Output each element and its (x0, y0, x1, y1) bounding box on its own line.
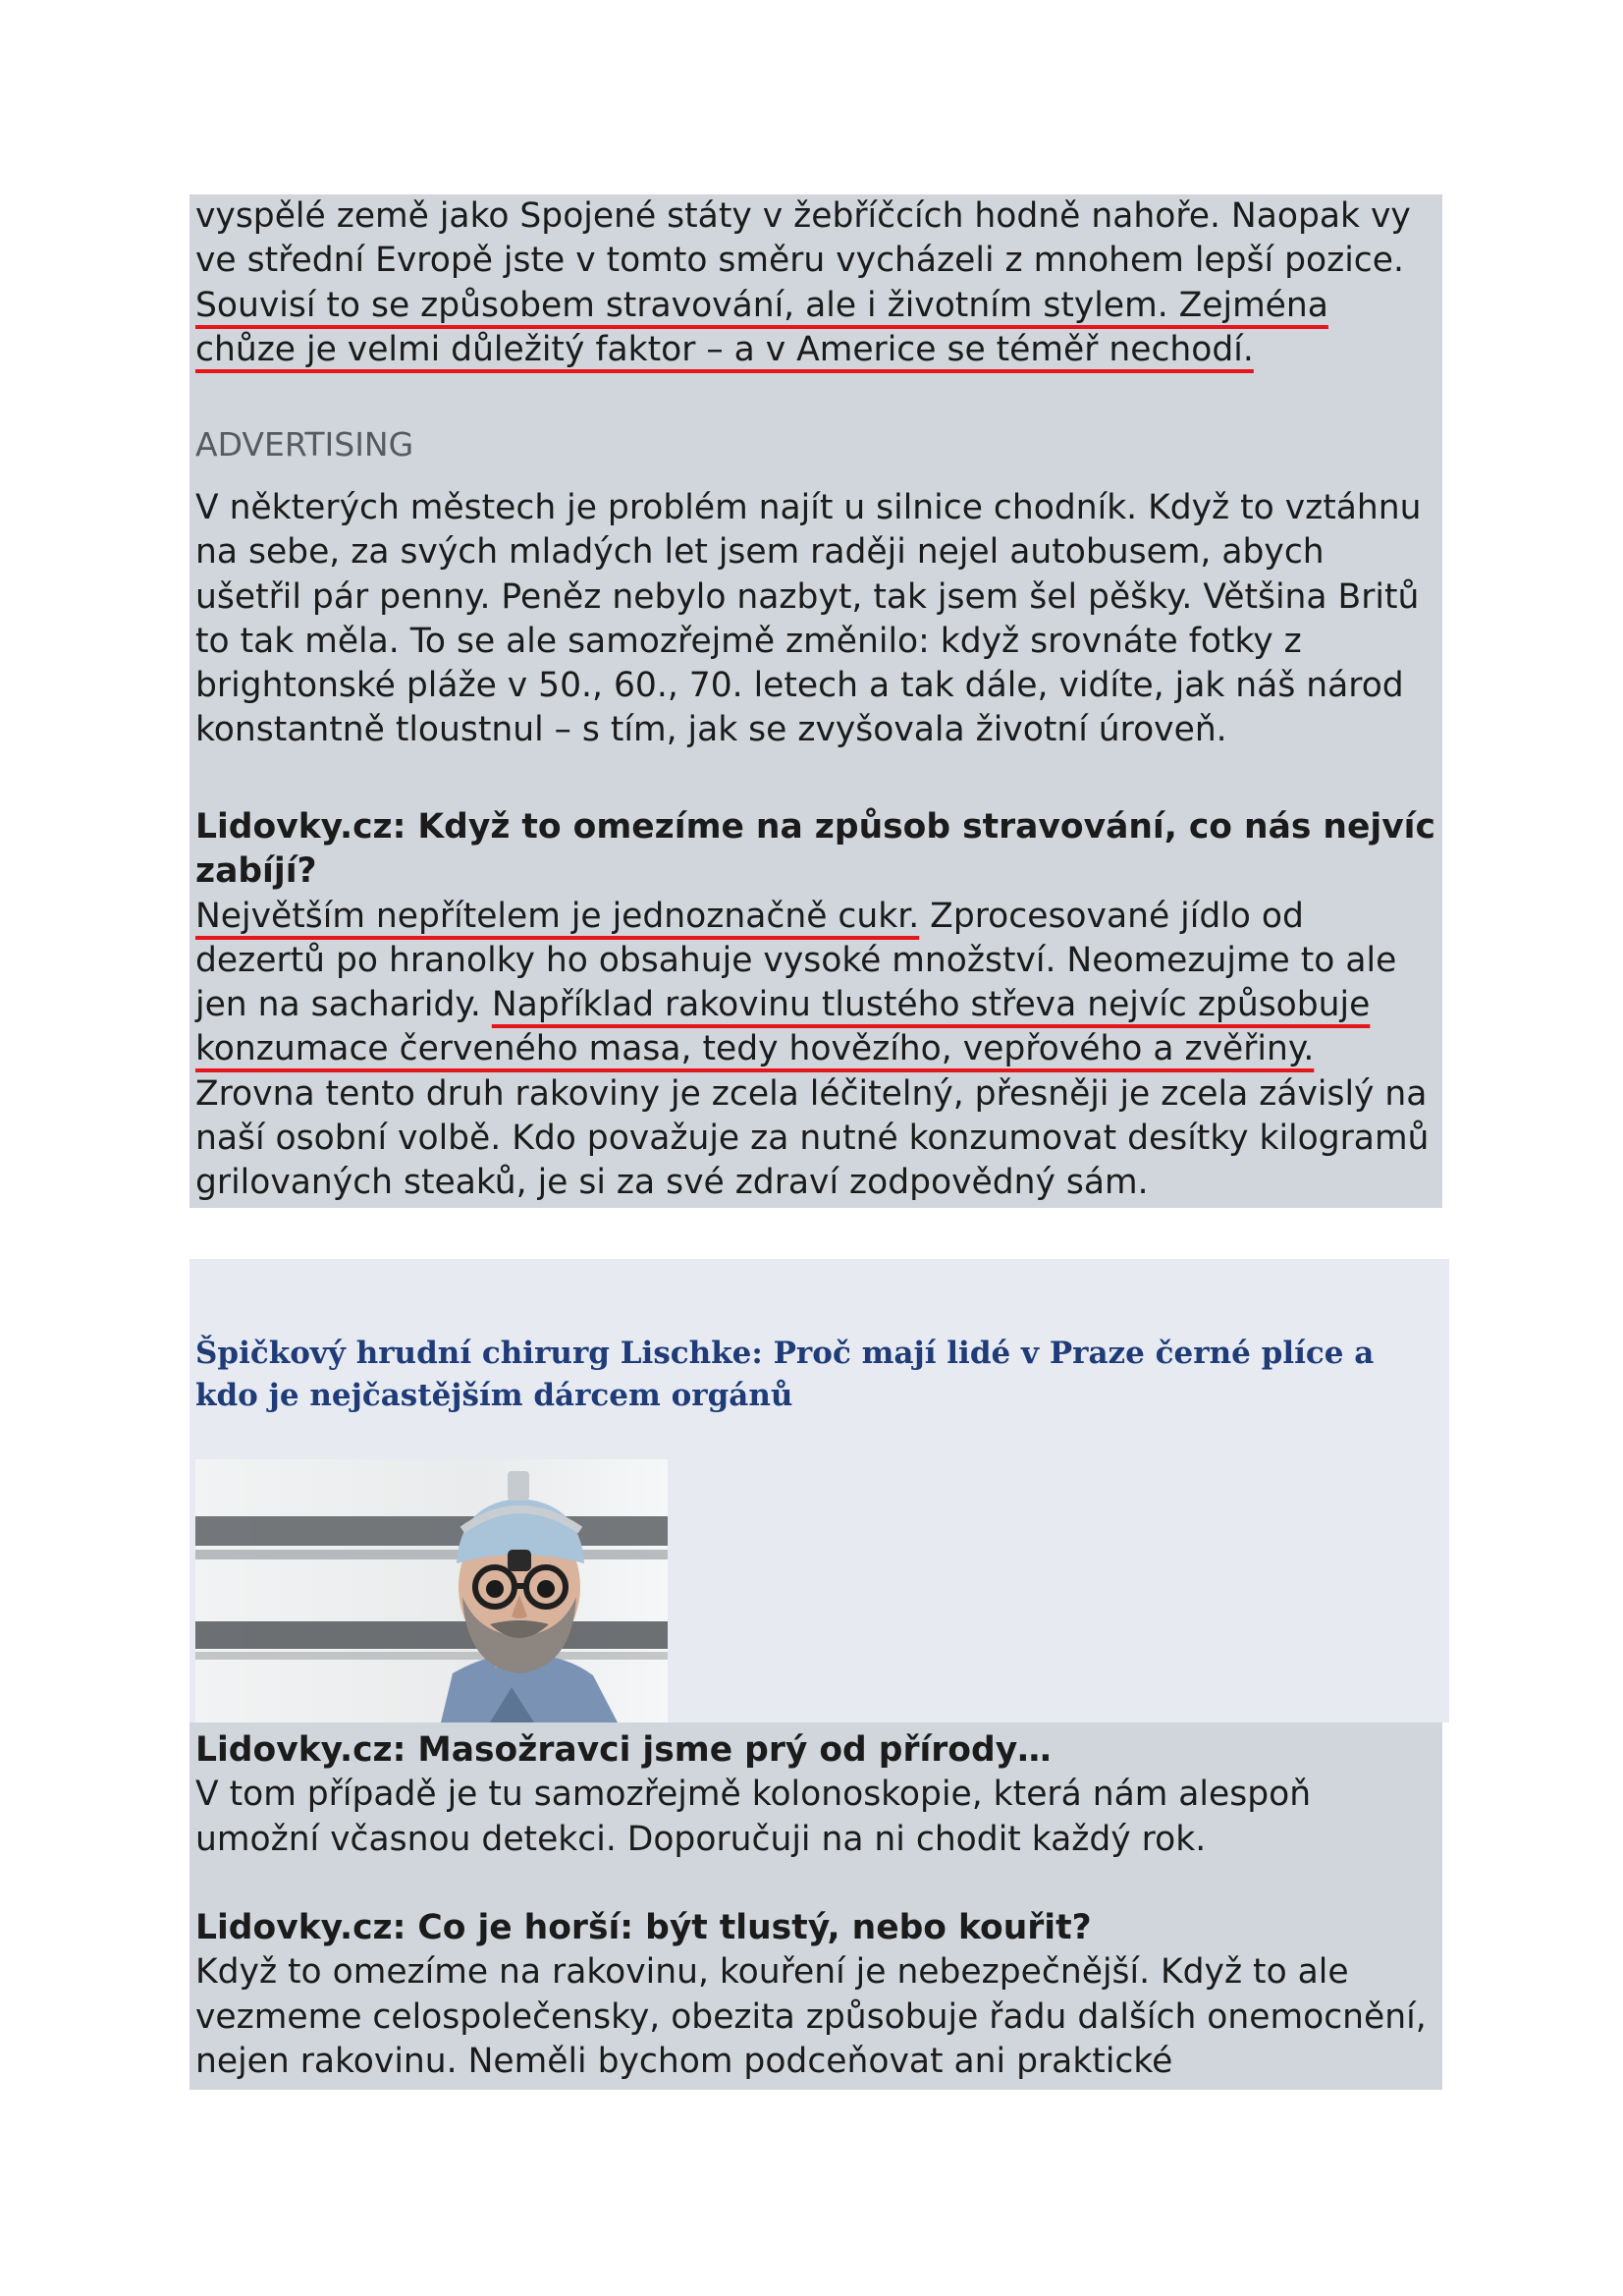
answer-2: V tom případě je tu samozřejmě kolonoskopie, která nám alespoň umožní včasnou detekci. Doporučuji na ni chodit každý rok. (195, 1775, 1312, 1859)
question-3: Lidovky.cz: Co je horší: být tlustý, nebo kouřit? (195, 1908, 1092, 1947)
paragraph-2: V některých městech je problém najít u silnice chodník. Když to vztáhnu na sebe, za svých mladých let jsem raději nejel autobusem, abych ušetřil pár penny. Peněz nebylo nazbyt, tak jsem šel pěšky. Většina Britů to tak měla. To se ale samozřejmě změnilo: když srovnáte fotky z brightonské pláže v 50., 60., 70. letech a tak dále, vidíte, jak náš národ konstantně tloustnul – s tím, jak se zvyšovala životní úroveň. (195, 488, 1422, 750)
highlighted-sentence-lifestyle: Souvisí to se způsobem stravování, ale i životním stylem. Zejména chůze je velmi důležitý faktor – a v Americe se téměř nechodí. (195, 285, 1328, 369)
highlighted-sentence-red-meat: Například rakovinu tlustého střeva nejvíc způsobuje konzumace červeného masa, tedy hovězího, vepřového a zvěřiny. (195, 985, 1371, 1069)
qa-section-1 (195, 805, 1436, 1206)
answer-3: Když to omezíme na rakovinu, kouření je nebezpečnější. Když to ale vezmeme celospolečensky, obezita způsobuje řadu dalších onemocnění, nejen rakovinu. Neměli bychom podceňovat ani praktické (195, 1952, 1427, 2081)
question-1: Lidovky.cz: Když to omezíme na způsob stravování, co nás nejvíc zabíjí? (195, 807, 1435, 892)
paragraph-1-text: vyspělé země jako Spojené státy v žebříčcích hodně nahoře. Naopak vy ve střední Evropě jste v tomto směru vycházeli z mnohem lepší pozice. (195, 196, 1411, 281)
answer-1 (195, 895, 1436, 1206)
paragraph-1 (195, 194, 1436, 372)
question-2: Lidovky.cz: Masožravci jsme prý od přírody… (195, 1730, 1052, 1770)
surgeon-photo-illustration (195, 1459, 668, 1722)
advertising-label: ADVERTISING (195, 425, 414, 464)
article-block-1 (189, 194, 1442, 1208)
surgeon-portrait-photo[interactable] (195, 1459, 668, 1722)
related-article-promo[interactable] (189, 1259, 1449, 1722)
article-block-2 (189, 1722, 1442, 2090)
answer-1-text-a: Zprocesované jídlo od dezertů po hranolky ho obsahuje vysoké množství. Neomezujme to ale jen na sacharidy. (195, 896, 1397, 1025)
highlighted-sentence-sugar: Největším nepřítelem je jednoznačně cukr. (195, 896, 920, 936)
related-article-title[interactable]: Špičkový hrudní chirurg Lischke: Proč mají lidé v Praze černé plíce a kdo je nejčastějším dárcem orgánů (195, 1336, 1375, 1413)
answer-1-text-b: Zrovna tento druh rakoviny je zcela léčitelný, přesněji je zcela závislý na naší osobní volbě. Kdo považuje za nutné konzumovat desítky kilogramů grilovaných steaků, je si za své zdraví zodpovědný sám. (195, 1073, 1430, 1203)
qa-section-3 (195, 1906, 1436, 2084)
qa-section-2 (195, 1728, 1436, 1862)
